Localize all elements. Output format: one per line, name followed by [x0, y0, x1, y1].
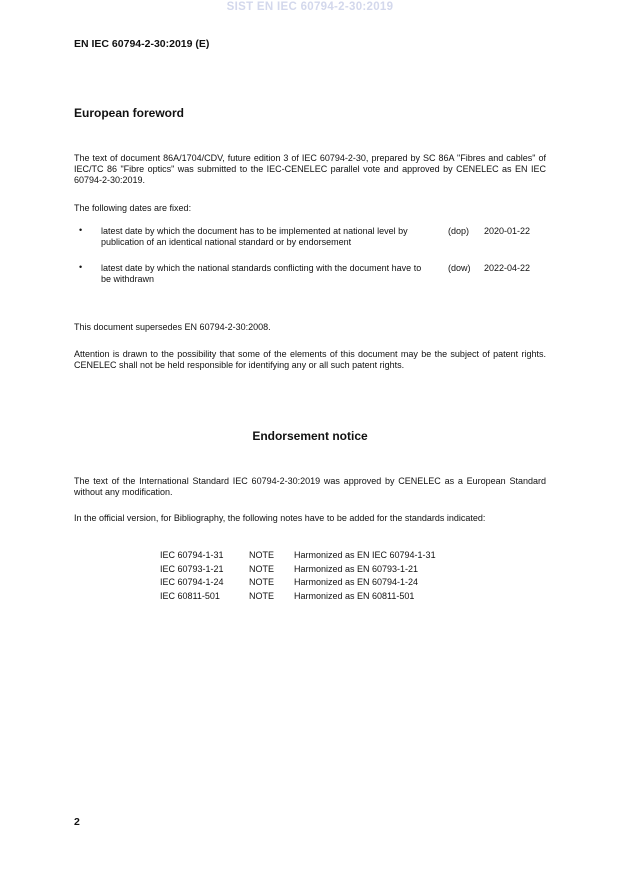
date-description: latest date by which the document has to be implemented at national level by publication of an identical national standard or by endorsement [101, 226, 408, 247]
note-label: NOTE [249, 550, 275, 560]
date-value: 2020-01-22 [484, 226, 531, 236]
bullet: • [79, 262, 83, 272]
date-abbreviation: (dop) [448, 226, 470, 236]
note-label: NOTE [249, 577, 275, 587]
note-standard: IEC 60793-1-21 [160, 563, 224, 574]
date-item-dow [74, 263, 546, 287]
note-row [160, 549, 520, 563]
dates-intro: The following dates are fixed: [74, 203, 192, 213]
document-id: EN IEC 60794-2-30:2019 (E) [74, 38, 210, 50]
note-text: Harmonized as EN IEC 60794-1-31 [294, 550, 436, 560]
attention-text: Attention is drawn to the possibility that some of the elements of this document may be the subject of patent rights. CENELEC shall not be held responsible for identifying any or all such patent rights. [74, 349, 546, 370]
note-label: NOTE [249, 590, 275, 601]
note-label: NOTE [249, 563, 275, 574]
date-description: latest date by which the national standards conflicting with the document have to be withdrawn [101, 263, 422, 284]
foreword-intro: The text of document 86A/1704/CDV, future edition 3 of IEC 60794-2-30, prepared by SC 86A "Fibres and cables" of IEC/TC 86 "Fibre optics" was submitted to the IEC-CENELEC parallel vote and approved by CENELEC as EN IEC 60794-2-30:2019. [74, 153, 546, 185]
date-abbreviation: (dow) [448, 263, 471, 273]
note-row [160, 563, 520, 577]
note-text: Harmonized as EN 60811-501 [294, 590, 415, 601]
bibliography-intro: In the official version, for Bibliography, the following notes have to be added for the standards indicated: [74, 513, 486, 523]
date-item-dop [74, 226, 546, 250]
bibliography-notes [160, 549, 520, 603]
note-standard: IEC 60811-501 [160, 590, 220, 601]
note-row [160, 590, 520, 604]
watermark: SIST EN IEC 60794-2-30:2019 [226, 1, 394, 13]
note-standard: IEC 60794-1-31 [160, 550, 224, 560]
endorsement-text: The text of the International Standard IEC 60794-2-30:2019 was approved by CENELEC as a European Standard without any modification. [74, 476, 546, 497]
date-value: 2022-04-22 [484, 263, 531, 273]
note-row [160, 576, 520, 590]
foreword-heading: European foreword [74, 106, 185, 120]
supersedes-text: This document supersedes EN 60794-2-30:2008. [74, 322, 271, 332]
note-standard: IEC 60794-1-24 [160, 577, 224, 587]
bullet: • [79, 225, 83, 235]
endorsement-heading: Endorsement notice [252, 429, 368, 443]
note-text: Harmonized as EN 60793-1-21 [294, 563, 419, 574]
note-text: Harmonized as EN 60794-1-24 [294, 577, 419, 587]
page-number: 2 [74, 816, 80, 828]
